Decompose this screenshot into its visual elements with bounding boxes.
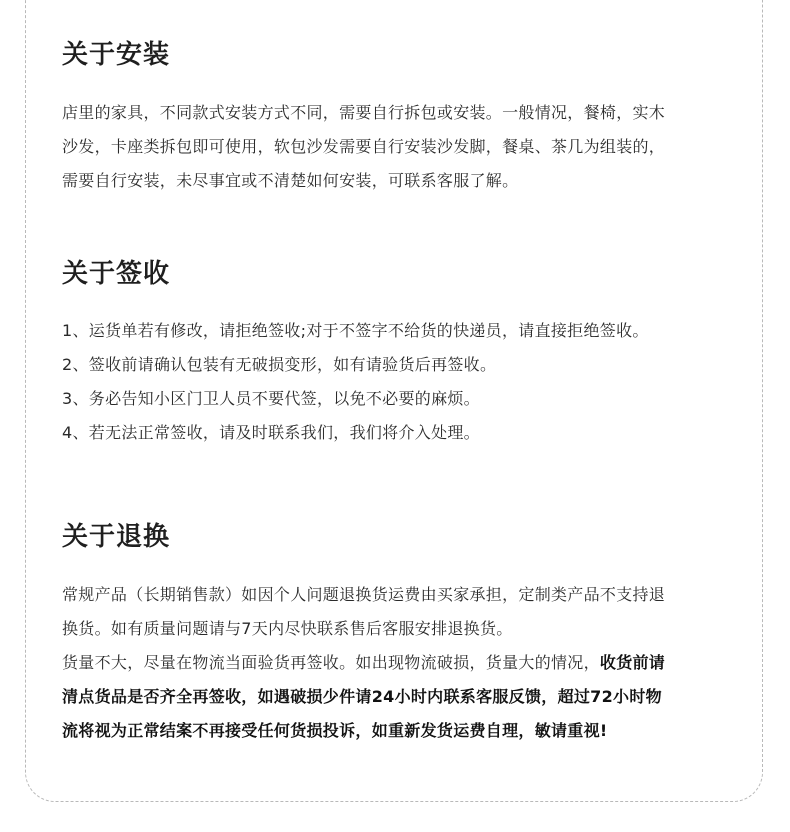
return-heading: 关于退换 bbox=[62, 522, 171, 552]
install-body bbox=[62, 96, 665, 198]
install-heading: 关于安装 bbox=[62, 40, 171, 70]
return-body bbox=[62, 578, 665, 748]
install-line: 店里的家具，不同款式安装方式不同，需要自行拆包或安装。一般情况，餐椅，实木 bbox=[62, 103, 666, 122]
return-line bbox=[62, 646, 665, 680]
sign-section bbox=[62, 257, 742, 442]
sign-list-item: 4、若无法正常签收，请及时联系我们，我们将介入处理。 bbox=[62, 423, 480, 442]
return-line-emphasis: 流将视为正常结案不再接受任何货损投诉，如重新发货运费自理，敏请重视! bbox=[62, 721, 608, 740]
return-line: 换货。如有质量问题请与7天内尽快联系售后客服安排退换货。 bbox=[62, 619, 513, 638]
return-section bbox=[62, 520, 742, 740]
sign-heading: 关于签收 bbox=[62, 259, 171, 289]
install-line: 需要自行安装，未尽事宜或不清楚如何安装，可联系客服了解。 bbox=[62, 171, 519, 190]
return-line-text: 货量不大，尽量在物流当面验货再签收。如出现物流破损，货量大的情况， bbox=[62, 653, 600, 672]
install-line: 沙发，卡座类拆包即可使用，软包沙发需要自行安装沙发脚，餐桌、茶几为组装的， bbox=[62, 137, 666, 156]
sign-list-item: 3、务必告知小区门卫人员不要代签，以免不必要的麻烦。 bbox=[62, 389, 480, 408]
return-line-emphasis: 收货前请 bbox=[599, 653, 666, 672]
return-line: 常规产品（长期销售款）如因个人问题退换货运费由买家承担，定制类产品不支持退 bbox=[62, 585, 666, 604]
sign-list-item: 2、签收前请确认包装有无破损变形，如有请验货后再签收。 bbox=[62, 355, 497, 374]
install-section bbox=[62, 38, 742, 190]
sign-list bbox=[62, 314, 649, 450]
return-line-emphasis: 清点货品是否齐全再签收，如遇破损少件请24小时内联系客服反馈，超过72小时物 bbox=[62, 687, 662, 706]
sign-list-item: 1、运货单若有修改，请拒绝签收;对于不签字不给货的快递员，请直接拒绝签收。 bbox=[62, 321, 649, 340]
